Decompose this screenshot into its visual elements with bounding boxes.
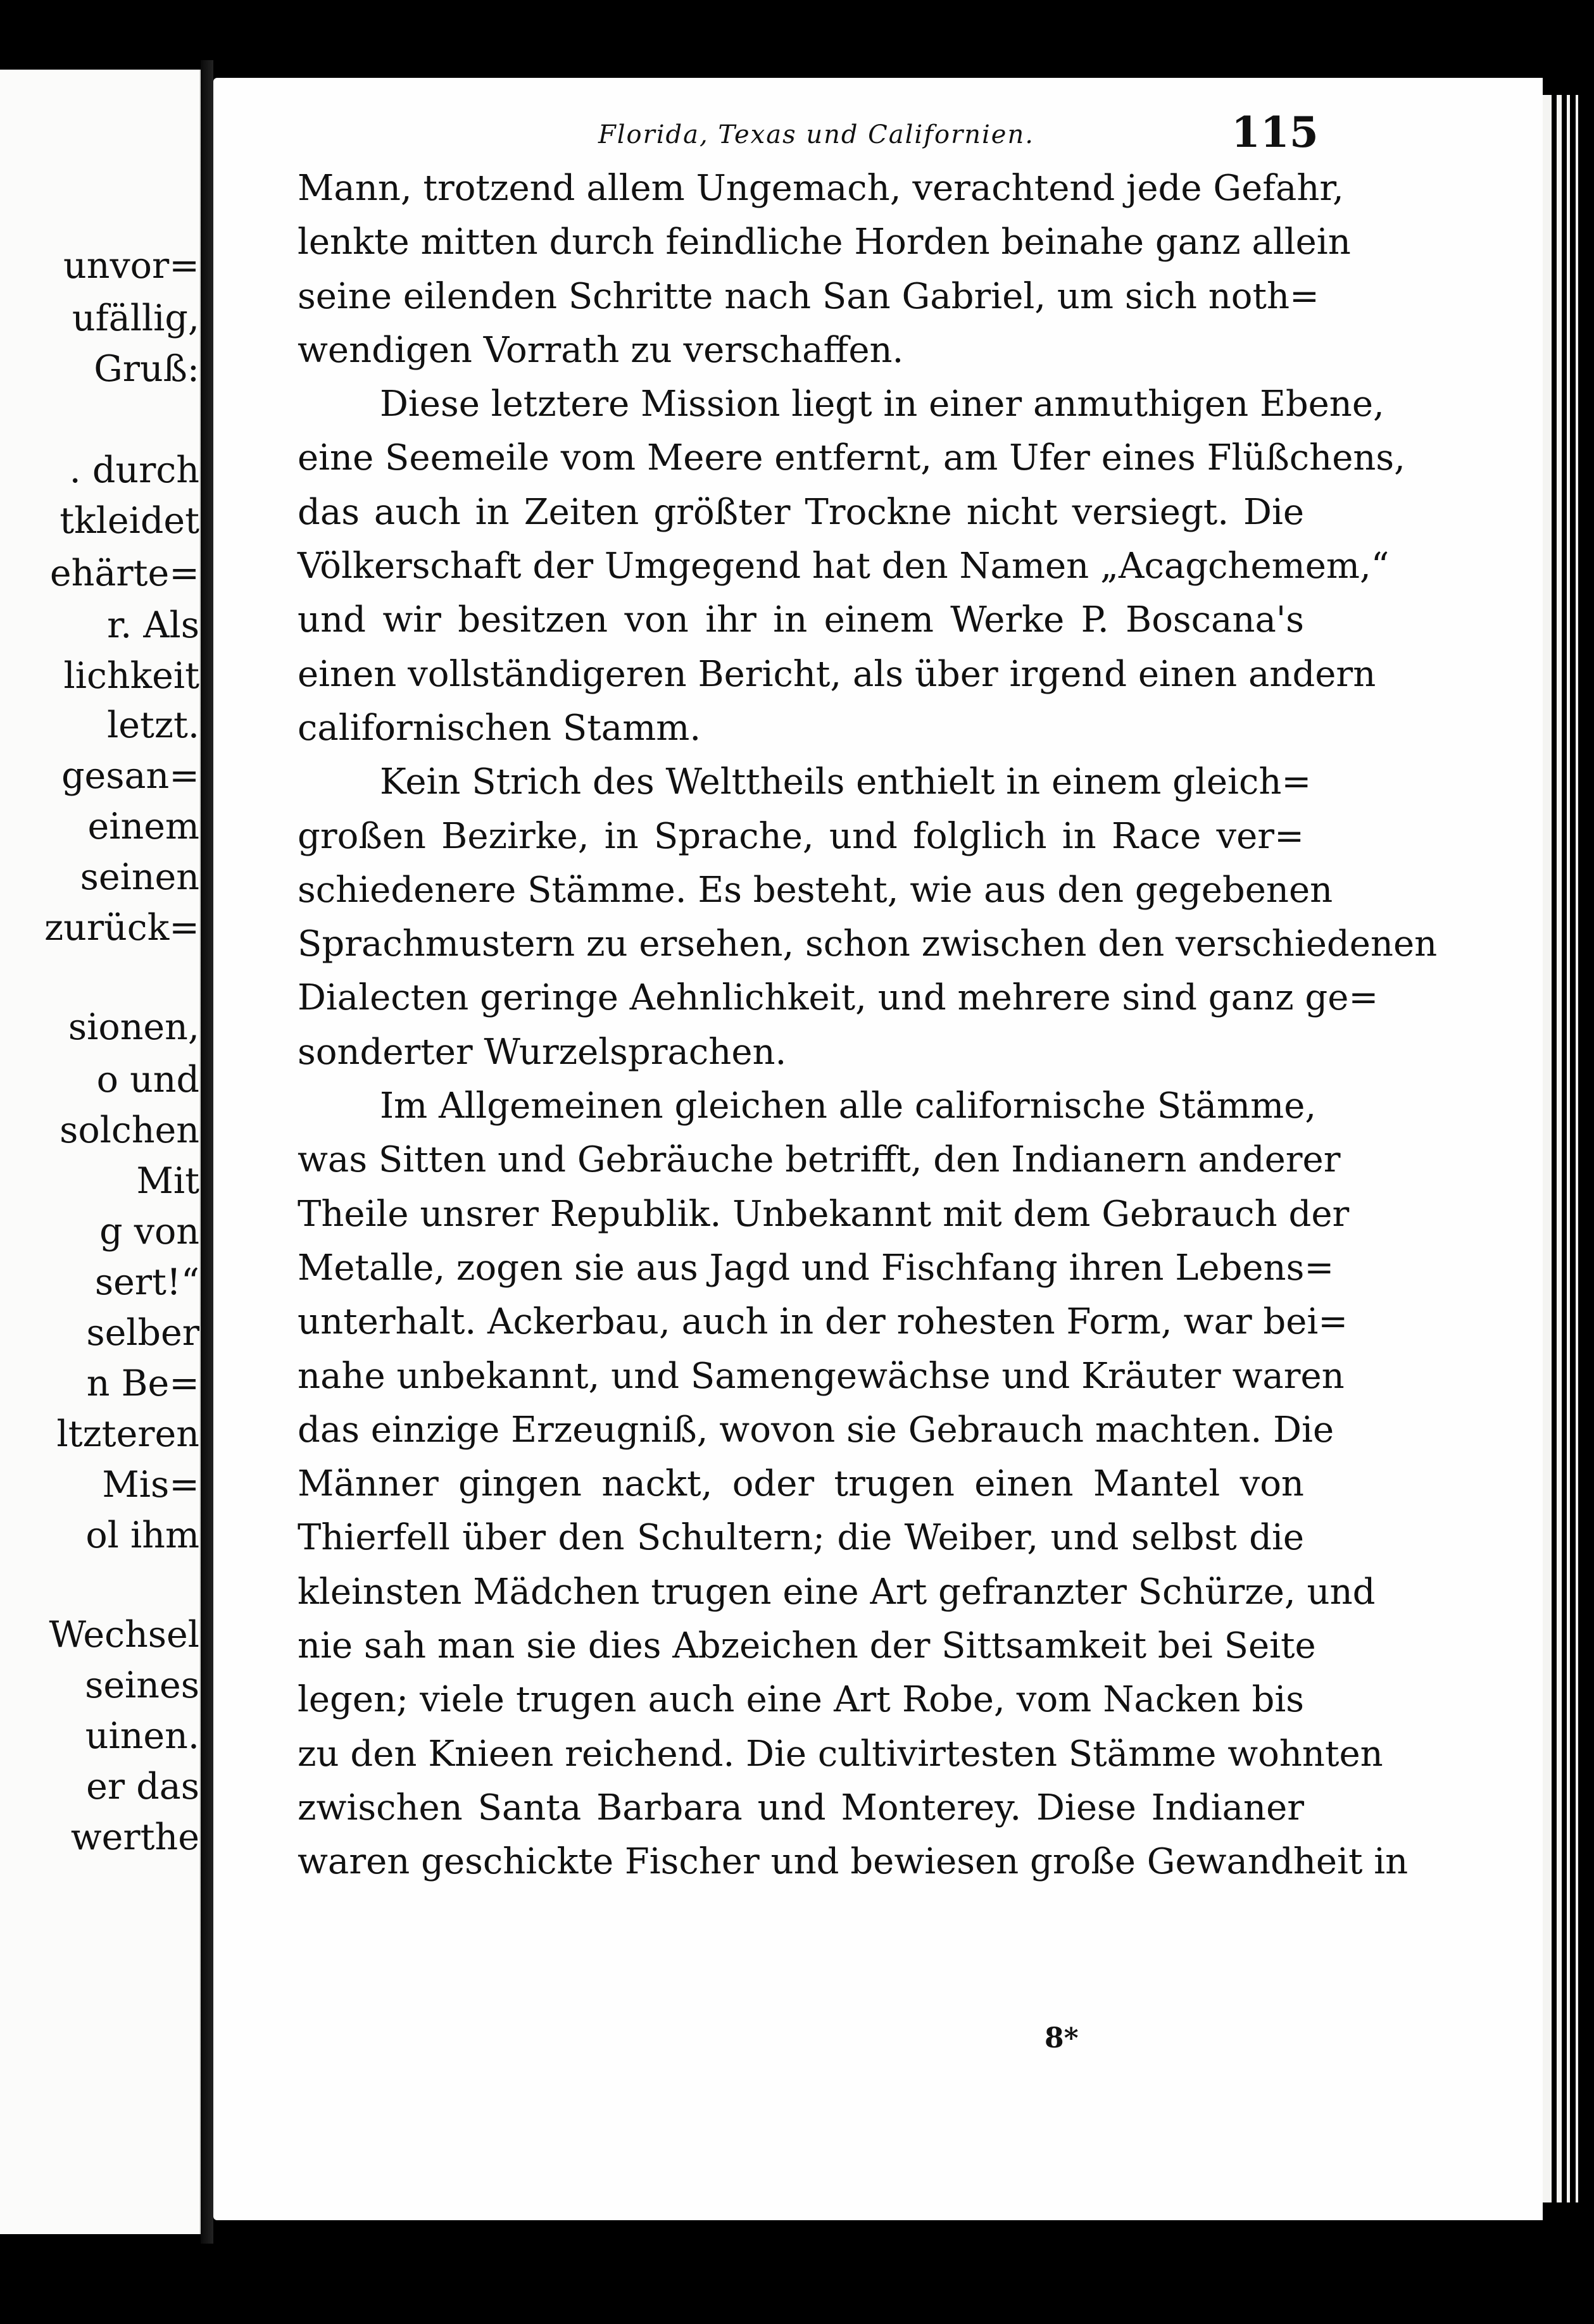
text-line: Im Allgemeinen gleichen alle californische Stämme, [380, 1085, 1317, 1127]
text-line: Diese letztere Mission liegt in einer anmuthigen Ebene, [380, 384, 1384, 425]
previous-page-line-fragment: seines [85, 1665, 199, 1706]
previous-page-line-fragment: werthe [70, 1816, 199, 1858]
previous-page-line-fragment: sionen, [68, 1006, 199, 1048]
text-line: zwischen Santa Barbara und Monterey. Diese Indianer [298, 1787, 1304, 1828]
previous-page-line-fragment: tkleidet [60, 500, 199, 542]
text-line: Männer gingen nackt, oder trugen einen Mantel von [298, 1463, 1304, 1505]
text-line: Kein Strich des Welttheils enthielt in einem gleich= [380, 761, 1312, 803]
text-line: waren geschickte Fischer und bewiesen große Gewandheit in [298, 1841, 1409, 1883]
text-line: großen Bezirke, in Sprache, und folglich in Race ver= [298, 815, 1304, 857]
text-line: Mann, trotzend allem Ungemach, verachtend jede Gefahr, [298, 168, 1344, 209]
previous-page-line-fragment: . durch [69, 449, 199, 491]
text-line: schiedenere Stämme. Es besteht, wie aus den gegebenen [298, 869, 1333, 911]
previous-page-line-fragment: seinen [80, 856, 199, 898]
text-line: Völkerschaft der Umgegend hat den Namen „Acagchemem,“ [298, 546, 1390, 587]
page-edge-stack [1543, 95, 1585, 2202]
signature-mark: 8* [1045, 2022, 1079, 2054]
previous-page-line-fragment: o und [96, 1059, 199, 1101]
previous-page-line-fragment: selber [86, 1312, 199, 1354]
text-line: sonderter Wurzelsprachen. [298, 1031, 787, 1073]
previous-page-line-fragment: r. Als [107, 604, 199, 646]
previous-page-line-fragment: zurück= [44, 907, 199, 949]
text-line: Sprachmustern zu ersehen, schon zwischen den verschiedenen [298, 923, 1438, 965]
text-line: eine Seemeile vom Meere entfernt, am Ufer eines Flüßchens, [298, 437, 1405, 479]
text-line: unterhalt. Ackerbau, auch in der rohesten Form, war bei= [298, 1301, 1348, 1343]
text-line: das auch in Zeiten größter Trockne nicht versiegt. Die [298, 491, 1304, 533]
page-number: 115 [1231, 108, 1319, 157]
previous-page-line-fragment: uinen. [85, 1715, 199, 1757]
text-line: Thierfell über den Schultern; die Weiber, und selbst die [298, 1517, 1304, 1559]
text-line: was Sitten und Gebräuche betrifft, den Indianern anderer [298, 1139, 1341, 1181]
previous-page-line-fragment: Gruß: [94, 348, 199, 390]
previous-page-line-fragment: solchen [60, 1109, 199, 1151]
body-text [298, 161, 1438, 1889]
text-line: und wir besitzen von ihr in einem Werke P. Boscana's [298, 599, 1304, 641]
previous-page-line-fragment: gesan= [61, 755, 199, 797]
text-line: kleinsten Mädchen trugen eine Art gefranzter Schürze, und [298, 1571, 1376, 1613]
previous-page-line-fragment: ehärte= [49, 553, 199, 594]
text-line: lenkte mitten durch feindliche Horden beinahe ganz allein [298, 222, 1351, 263]
running-head: Florida, Texas und Californien. [598, 120, 1034, 149]
text-line: zu den Knieen reichend. Die cultivirtesten Stämme wohnten [298, 1733, 1383, 1775]
previous-page-line-fragment: letzt. [107, 704, 199, 746]
text-line: nahe unbekannt, und Samengewächse und Kräuter waren [298, 1355, 1345, 1397]
previous-page-line-fragment: n Be= [86, 1363, 199, 1404]
previous-page-sliver [0, 70, 201, 2234]
text-line: das einzige Erzeugniß, wovon sie Gebrauch machten. Die [298, 1409, 1334, 1451]
text-line: einen vollständigeren Bericht, als über irgend einen andern [298, 653, 1376, 695]
text-line: Dialecten geringe Aehnlichkeit, und mehrere sind ganz ge= [298, 977, 1379, 1019]
previous-page-line-fragment: g von [99, 1211, 199, 1253]
previous-page-line-fragment: Wechsel [49, 1614, 199, 1656]
text-line: Theile unsrer Republik. Unbekannt mit dem Gebrauch der [298, 1193, 1350, 1235]
text-line: nie sah man sie dies Abzeichen der Sittsamkeit bei Seite [298, 1625, 1316, 1667]
text-line: californischen Stamm. [298, 707, 701, 749]
previous-page-line-fragment: er das [86, 1766, 199, 1808]
text-line: Metalle, zogen sie aus Jagd und Fischfang ihren Lebens= [298, 1247, 1334, 1289]
previous-page-line-fragment: Mit [136, 1160, 199, 1202]
binding-gutter [201, 60, 213, 2244]
previous-page-line-fragment: einem [87, 806, 199, 847]
previous-page-line-fragment: ltzteren [56, 1413, 199, 1455]
previous-page-line-fragment: ufällig, [72, 297, 199, 339]
previous-page-line-fragment: sert!“ [94, 1261, 199, 1303]
previous-page-line-fragment: Mis= [102, 1464, 199, 1506]
previous-page-line-fragment: unvor= [63, 245, 199, 287]
previous-page-line-fragment: lichkeit [63, 655, 199, 697]
text-line: wendigen Vorrath zu verschaffen. [298, 329, 904, 371]
text-line: seine eilenden Schritte nach San Gabriel, um sich noth= [298, 275, 1319, 317]
text-line: legen; viele trugen auch eine Art Robe, vom Nacken bis [298, 1679, 1304, 1721]
previous-page-line-fragment: ol ihm [85, 1515, 199, 1556]
